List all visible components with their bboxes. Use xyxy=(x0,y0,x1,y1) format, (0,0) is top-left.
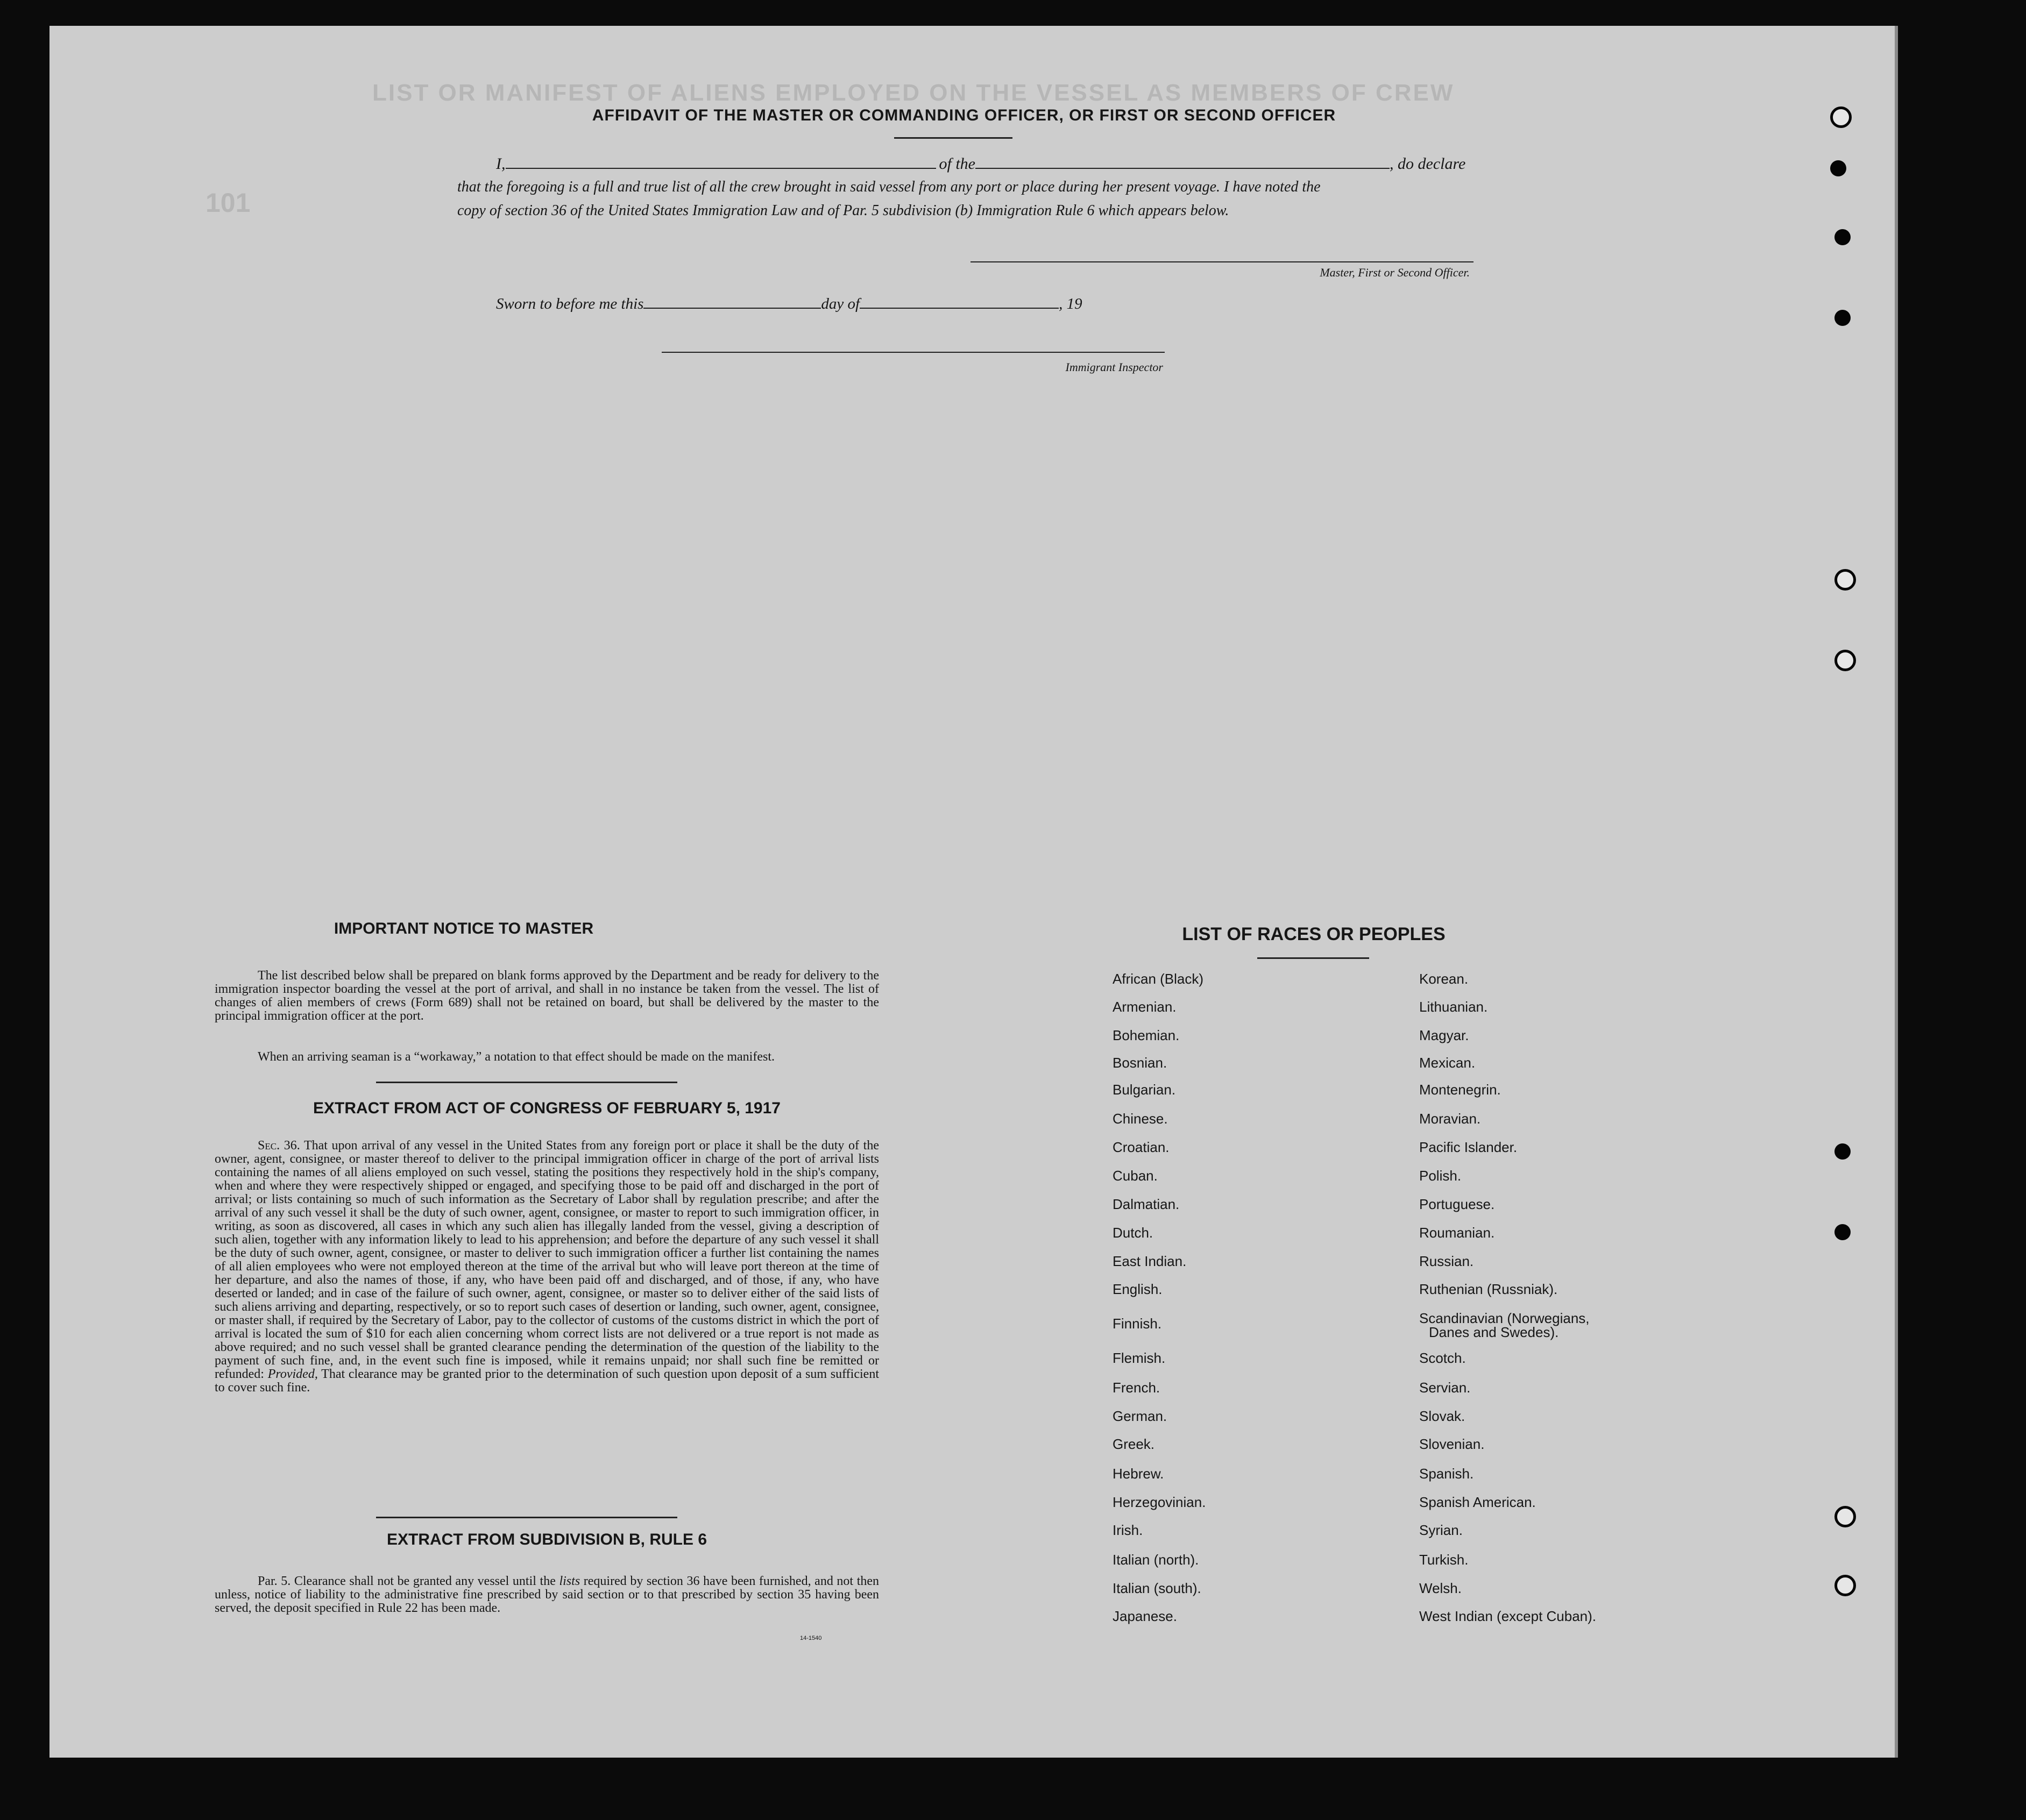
notice-rule xyxy=(376,1082,677,1083)
affidavit-line1 xyxy=(496,154,1529,173)
notice-title: IMPORTANT NOTICE TO MASTER xyxy=(334,920,594,937)
race-item: Dutch. xyxy=(1113,1225,1153,1241)
race-item: Syrian. xyxy=(1419,1522,1463,1538)
sworn-day-field[interactable] xyxy=(643,294,821,309)
race-item: Bulgarian. xyxy=(1113,1082,1176,1098)
provided-label: Provided, xyxy=(267,1367,318,1381)
race-item-continued: Danes and Swedes). xyxy=(1429,1324,1559,1340)
race-item: Scandinavian (Norwegians, xyxy=(1419,1310,1590,1326)
section-text-end: That clearance may be granted prior to the determination of such question upon deposit of a sum sufficient to cover such fine. xyxy=(215,1367,879,1395)
name-field[interactable] xyxy=(506,154,936,169)
rule-lists-word: lists xyxy=(559,1574,580,1588)
notice-para-2: When an arriving seaman is a “workaway,” a notation to that effect should be made on the manifest. xyxy=(258,1050,775,1064)
race-item: Lithuanian. xyxy=(1419,999,1488,1015)
inspector-signature-label: Immigrant Inspector xyxy=(1065,360,1163,374)
rule-text-a: Par. 5. Clearance shall not be granted any vessel until the xyxy=(258,1574,556,1588)
extract-act-body xyxy=(215,1139,879,1395)
race-item: Bosnian. xyxy=(1113,1055,1167,1071)
race-item: African (Black) xyxy=(1113,971,1204,987)
race-item: Herzegovinian. xyxy=(1113,1494,1206,1510)
race-item: Finnish. xyxy=(1113,1316,1162,1332)
race-item: Irish. xyxy=(1113,1522,1143,1538)
race-item: Magyar. xyxy=(1419,1027,1469,1043)
punch-hole-icon xyxy=(1830,160,1846,176)
race-item: Italian (north). xyxy=(1113,1552,1199,1568)
sworn-line xyxy=(496,294,1082,313)
punch-hole-icon xyxy=(1834,1143,1851,1160)
rule-text-b: required by section 36 have been furnished, and not then unless, notice of liability to the administrative fine prescribed by said section or to that prescribed by section 35 having been served, the deposit specified in Rule 22 has been made. xyxy=(215,1574,880,1615)
punch-hole-icon xyxy=(1834,229,1851,245)
punch-hole-icon xyxy=(1834,310,1851,326)
bleed-through-header: LIST OR MANIFEST OF ALIENS EMPLOYED ON THE VESSEL AS MEMBERS OF CREW xyxy=(372,80,1455,106)
race-item: Croatian. xyxy=(1113,1139,1170,1155)
race-item: Turkish. xyxy=(1419,1552,1469,1568)
race-item: Chinese. xyxy=(1113,1111,1168,1127)
affidavit-title-rule xyxy=(894,137,1012,139)
section-text: That upon arrival of any vessel in the United States from any foreign port or place it shall be the duty of the owner, agent, consignee, or master thereof to deliver to the principal immigration officer in charge of the port of arrival lists containing the names of all aliens employed on such vessel, stating the positions they respectively hold in the ship's company, when and where they were respectively shipped or engaged, and specifying those to be paid off and discharged in the port of arrival; or lists containing so much of such information as the Secretary of Labor shall by regulation prescribe; and after the arrival of any such vessel it shall be the duty of such owner, agent, consignee, or master to report to such immigration officer, in writing, as soon as discovered, all cases in which any such alien has illegally landed from the vessel, giving a description of such alien, together with any information likely to lead to his apprehension; and before the departure of any such vessel it shall be the duty of such owner, agent, consignee, or master to deliver to such immigration officer a further list containing the names of all alien employees who were not employed thereon at the time of the arrival but who will leave port thereon at the time of her departure, and also the names of those, if any, who have been paid off and discharged, and of those, if any, who have deserted or landed; and in case of the failure of such owner, agent, consignee, or master so to deliver either of the said lists of such aliens arriving and departing, respectively, or so to report such cases of desertion or landing, such owner, agent, consignee, or master shall, if required by the Secretary of Labor, pay to the collector of customs of the customs district in which the port of arrival is located the sum of $10 for each alien concerning whom correct lists are not delivered or a true report is not made as above required; and no such vessel shall be granted clearance pending the determination of the question of the liability to the payment of such fine, and, in the event such fine is imposed, while it remains unpaid; nor shall such fine be remitted or refunded: xyxy=(215,1139,880,1381)
sworn-month-field[interactable] xyxy=(860,294,1059,309)
race-item: East Indian. xyxy=(1113,1253,1187,1269)
race-item: Dalmatian. xyxy=(1113,1196,1180,1212)
race-item: Roumanian. xyxy=(1419,1225,1495,1241)
inspector-signature-line[interactable] xyxy=(662,352,1165,353)
race-item: Portuguese. xyxy=(1419,1196,1495,1212)
affidavit-title: AFFIDAVIT OF THE MASTER OR COMMANDING OFFICER, OR FIRST OR SECOND OFFICER xyxy=(592,106,1336,124)
punch-hole-icon xyxy=(1834,569,1856,591)
form-number: 14-1540 xyxy=(800,1635,822,1641)
race-item: German. xyxy=(1113,1408,1167,1424)
race-item: Armenian. xyxy=(1113,999,1177,1015)
race-item: West Indian (except Cuban). xyxy=(1419,1608,1597,1624)
race-item: Servian. xyxy=(1419,1380,1471,1396)
race-item: Montenegrin. xyxy=(1419,1082,1501,1098)
punch-hole-icon xyxy=(1834,650,1856,671)
master-signature-label: Master, First or Second Officer. xyxy=(1320,266,1470,279)
punch-hole-icon xyxy=(1834,1506,1856,1527)
bleed-through-page-number: 101 xyxy=(206,188,251,218)
vessel-field[interactable] xyxy=(975,154,1390,169)
extract-rule-body xyxy=(215,1575,879,1615)
race-item: French. xyxy=(1113,1380,1160,1396)
race-item: Slovak. xyxy=(1419,1408,1465,1424)
race-item: Russian. xyxy=(1419,1253,1474,1269)
race-item: Slovenian. xyxy=(1419,1436,1485,1452)
punch-hole-icon xyxy=(1830,106,1852,128)
races-title-rule xyxy=(1257,957,1369,959)
sworn-year: , 19 xyxy=(1059,295,1082,312)
race-item: Scotch. xyxy=(1419,1350,1466,1366)
races-title: LIST OF RACES OR PEOPLES xyxy=(1182,924,1446,944)
sworn-day-of: day of xyxy=(821,295,860,312)
punch-hole-icon xyxy=(1834,1575,1856,1596)
race-item: Ruthenian (Russniak). xyxy=(1419,1281,1558,1297)
document-page xyxy=(49,26,1898,1758)
race-item: English. xyxy=(1113,1281,1163,1297)
extract-rule-title: EXTRACT FROM SUBDIVISION B, RULE 6 xyxy=(386,1531,707,1548)
race-item: Spanish. xyxy=(1419,1466,1474,1482)
race-item: Mexican. xyxy=(1419,1055,1476,1071)
race-item: Spanish American. xyxy=(1419,1494,1536,1510)
race-item: Welsh. xyxy=(1419,1580,1462,1596)
affidavit-i-label: I, xyxy=(496,155,506,173)
extract-act-title: EXTRACT FROM ACT OF CONGRESS OF FEBRUARY 5, 1917 xyxy=(313,1099,781,1117)
race-item: Flemish. xyxy=(1113,1350,1166,1366)
master-signature-line[interactable] xyxy=(971,261,1474,262)
race-item: Pacific Islander. xyxy=(1419,1139,1518,1155)
race-item: Greek. xyxy=(1113,1436,1155,1452)
race-item: Cuban. xyxy=(1113,1168,1158,1184)
race-item: Italian (south). xyxy=(1113,1580,1201,1596)
punch-hole-icon xyxy=(1834,1224,1851,1240)
affidavit-line3: copy of section 36 of the United States Immigration Law and of Par. 5 subdivision (b) Immigration Rule 6 which appears below. xyxy=(457,202,1229,219)
race-item: Hebrew. xyxy=(1113,1466,1164,1482)
race-item: Japanese. xyxy=(1113,1608,1177,1624)
affidavit-line2: that the foregoing is a full and true list of all the crew brought in said vessel from any port or place during her present voyage. I have noted the xyxy=(457,179,1321,195)
extract-act-rule xyxy=(376,1517,677,1518)
race-item: Moravian. xyxy=(1419,1111,1481,1127)
race-item: Korean. xyxy=(1419,971,1469,987)
notice-para-1: The list described below shall be prepared on blank forms approved by the Department and be ready for delivery to the immigration inspector boarding the vessel at the port of arrival, and shall in no instance be taken from the vessel. The list of changes of alien members of crews (Form 689) shall not be retained on board, but shall be delivered by the master to the principal immigration officer at the port. xyxy=(215,969,879,1023)
affidavit-declare-label: , do declare xyxy=(1390,155,1466,173)
sworn-prefix: Sworn to before me this xyxy=(496,295,644,312)
race-item: Polish. xyxy=(1419,1168,1462,1184)
affidavit-of-the-label: of the xyxy=(939,155,975,173)
section-label: Sec. 36. xyxy=(258,1139,300,1153)
race-item: Bohemian. xyxy=(1113,1027,1180,1043)
